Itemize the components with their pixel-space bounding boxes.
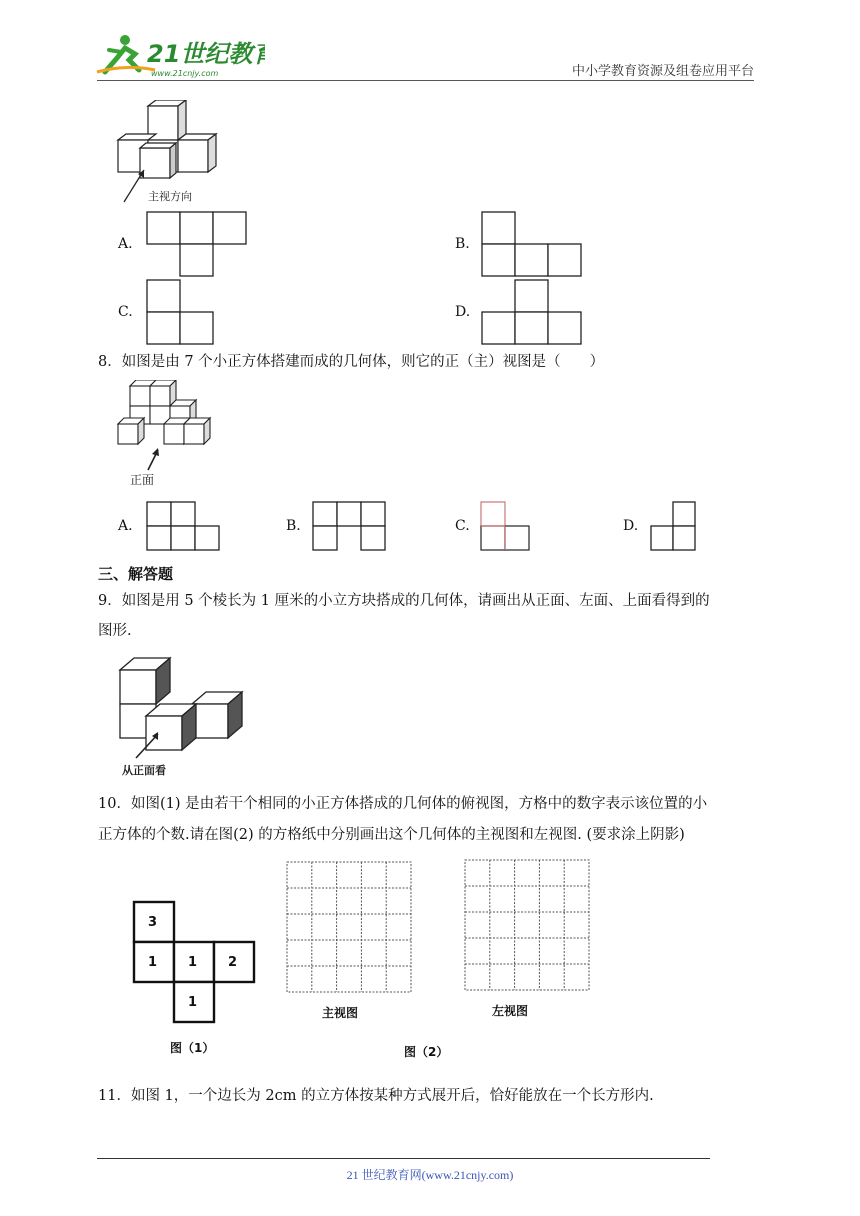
q10-text-line1: 10．如图(1) 是由若干个相同的小正方体搭成的几何体的俯视图，方格中的数字表示该位置的小	[98, 796, 708, 812]
grid-number: 3	[148, 915, 158, 930]
q7-option-b[interactable]: B.	[455, 236, 470, 252]
main-view-grid	[285, 860, 415, 1004]
q7-figure	[110, 100, 220, 212]
q8-figure-label: 正面	[130, 473, 155, 487]
q8-option-a-figure	[146, 501, 222, 555]
q9-text-line1: 9．如图是用 5 个棱长为 1 厘米的小立方块搭成的几何体，请画出从正面、左面、上面看得到的	[98, 593, 710, 609]
q8-option-c-figure	[480, 501, 536, 555]
q9-figure-label: 从正面看	[122, 764, 166, 777]
q11-text: 11．如图 1，一个边长为 2cm 的立方体按某种方式展开后，恰好能放在一个长方形内.	[98, 1088, 654, 1104]
q8-option-a[interactable]: A.	[118, 518, 133, 534]
q7-option-d[interactable]: D.	[455, 304, 471, 320]
q7-option-c[interactable]: C.	[118, 304, 133, 320]
q8-option-b[interactable]: B.	[286, 518, 301, 534]
q8-option-c[interactable]: C.	[455, 518, 470, 534]
left-view-grid	[463, 858, 593, 1002]
grid-number: 2	[228, 955, 238, 970]
header-divider	[97, 80, 754, 81]
q8-figure	[112, 380, 222, 494]
fig1-label: 图（1）	[170, 1041, 215, 1055]
q9-text-line2: 图形.	[98, 623, 132, 639]
q9-figure	[112, 656, 252, 782]
q7-option-b-figure	[481, 211, 583, 281]
q7-option-c-figure	[146, 279, 216, 349]
fig2-label: 图（2）	[404, 1045, 449, 1059]
footer-text[interactable]: 21 世纪教育网(www.21cnjy.com)	[346, 1168, 514, 1182]
q8-option-b-figure	[312, 501, 388, 555]
grid-number: 1	[148, 955, 158, 970]
main-view-label: 主视图	[322, 1006, 359, 1020]
q8-option-d-figure	[649, 501, 701, 555]
q7-option-a[interactable]: A.	[118, 236, 133, 252]
section-title: 三、解答题	[98, 565, 174, 583]
q8-text: 8．如图是由 7 个小正方体搭建而成的几何体，则它的正（主）视图是（ ）	[98, 354, 605, 370]
site-logo	[95, 30, 265, 80]
q8-option-d[interactable]: D.	[623, 518, 639, 534]
q7-figure-label: 主视方向	[148, 190, 192, 203]
q7-option-d-figure	[481, 279, 583, 349]
left-view-label: 左视图	[492, 1004, 529, 1018]
logo-url: www.21cnjy.com	[151, 69, 219, 78]
logo-title: 21世纪教育	[147, 40, 265, 68]
q10-text-line2: 正方体的个数.请在图(2) 的方格纸中分别画出这个几何体的主视图和左视图. (要求涂上阴影)	[98, 827, 685, 843]
footer-divider	[97, 1158, 710, 1159]
grid-number: 1	[188, 995, 198, 1010]
q10-figure1	[130, 898, 260, 1067]
q7-option-a-figure	[146, 211, 248, 281]
header-platform-name: 中小学教育资源及组卷应用平台	[571, 64, 754, 79]
grid-number: 1	[188, 955, 198, 970]
